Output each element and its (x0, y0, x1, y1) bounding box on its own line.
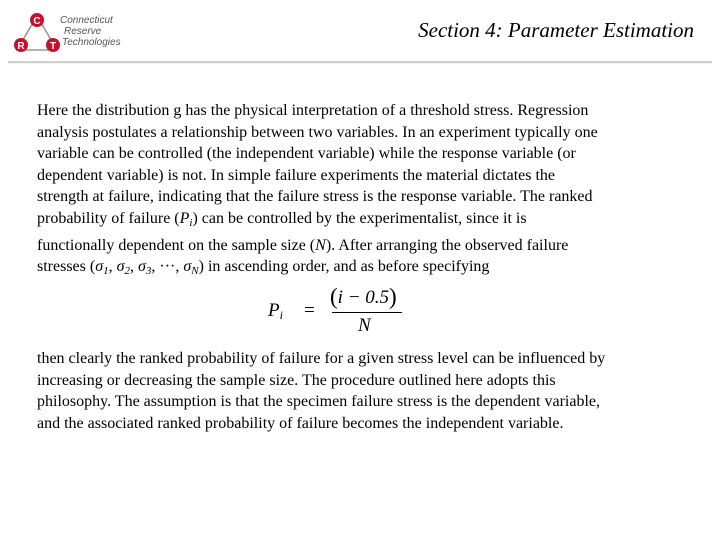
equation-lhs (268, 300, 283, 323)
logo-letter-t: T (49, 41, 57, 52)
equation-lhs-subscript: i (279, 308, 283, 322)
equation-left-paren: ( (330, 284, 338, 309)
conclusion-line-4: and the associated ranked probability of failure becomes the independent variable. (37, 414, 564, 432)
crt-logo-mark (14, 12, 60, 54)
equation-numerator-inner: i − 0.5 (337, 287, 390, 308)
intro-line-7 (37, 235, 687, 257)
ranked-probability-equation (268, 284, 408, 340)
paragraph-intro (37, 100, 687, 283)
conclusion-line-1: then clearly the ranked probability of failure for a given stress level can be influenced by (37, 350, 606, 367)
ellipsis: ··· (159, 258, 176, 276)
var-p: P (179, 209, 190, 227)
intro-line-6 (37, 208, 687, 235)
intro-line-3: variable can be controlled (the independent variable) while the response variable (or (37, 145, 576, 163)
logo-wordmark (60, 15, 121, 48)
paragraph-conclusion (37, 348, 687, 434)
sep-2: , (130, 258, 138, 276)
sigma-1: σ (95, 258, 104, 276)
logo-line-reserve: Reserve (64, 26, 102, 37)
logo-letter-c: C (33, 16, 41, 27)
equation-fraction-bar (332, 312, 402, 313)
sigma-1-subscript: 1 (103, 265, 109, 278)
sigma-n: σ (183, 258, 192, 276)
sep-1: , (108, 258, 117, 276)
var-n: N (315, 236, 326, 254)
sigma-3: σ (138, 258, 146, 276)
intro-line-7-start: functionally dependent on the sample size ( (37, 236, 316, 254)
intro-line-8-end: ) in ascending order, and as before specifying (198, 258, 490, 276)
intro-line-2: analysis postulates a relationship between two variables. In an experiment typically one (37, 123, 598, 141)
intro-line-4: dependent variable) is not. In simple failure experiments the material dictates the (37, 166, 556, 184)
sigma-2: σ (116, 258, 125, 276)
equation-lhs-var: P (268, 300, 280, 321)
equation-denominator: N (358, 315, 371, 336)
logo-letter-r: R (17, 41, 25, 52)
sep-4: , (175, 258, 184, 276)
intro-line-1: Here the distribution g has the physical interpretation of a threshold stress. Regression (37, 102, 589, 119)
logo-line-connecticut: Connecticut (60, 15, 113, 26)
intro-line-8 (37, 256, 687, 283)
conclusion-line-3: philosophy. The assumption is that the specimen failure stress is the dependent variable, (37, 393, 600, 411)
equation-numerator (330, 284, 397, 310)
var-p-subscript: i (189, 216, 193, 229)
equation-right-paren: ) (389, 284, 397, 309)
intro-line-6-end: ) can be controlled by the experimentalist, since it is (192, 209, 527, 227)
sigma-n-subscript: N (191, 265, 199, 278)
page-title: Section 4: Parameter Estimation (418, 18, 694, 42)
intro-line-5: strength at failure, indicating that the failure stress is the response variable. The ranked (37, 188, 593, 206)
equation-equals: = (304, 300, 315, 321)
intro-line-8-start: stresses ( (37, 258, 96, 276)
logo-line-technologies: Technologies (62, 37, 121, 48)
crt-logo (14, 12, 126, 54)
sigma-2-subscript: 2 (124, 265, 130, 278)
sigma-3-subscript: 3 (145, 265, 152, 278)
conclusion-line-2: increasing or decreasing the sample size. The procedure outlined here adopts this (37, 371, 556, 389)
intro-line-7-end: ). After arranging the observed failure (325, 236, 569, 254)
sep-3: , (151, 258, 160, 276)
header-divider (8, 61, 712, 64)
intro-line-6-start: probability of failure ( (37, 209, 180, 227)
